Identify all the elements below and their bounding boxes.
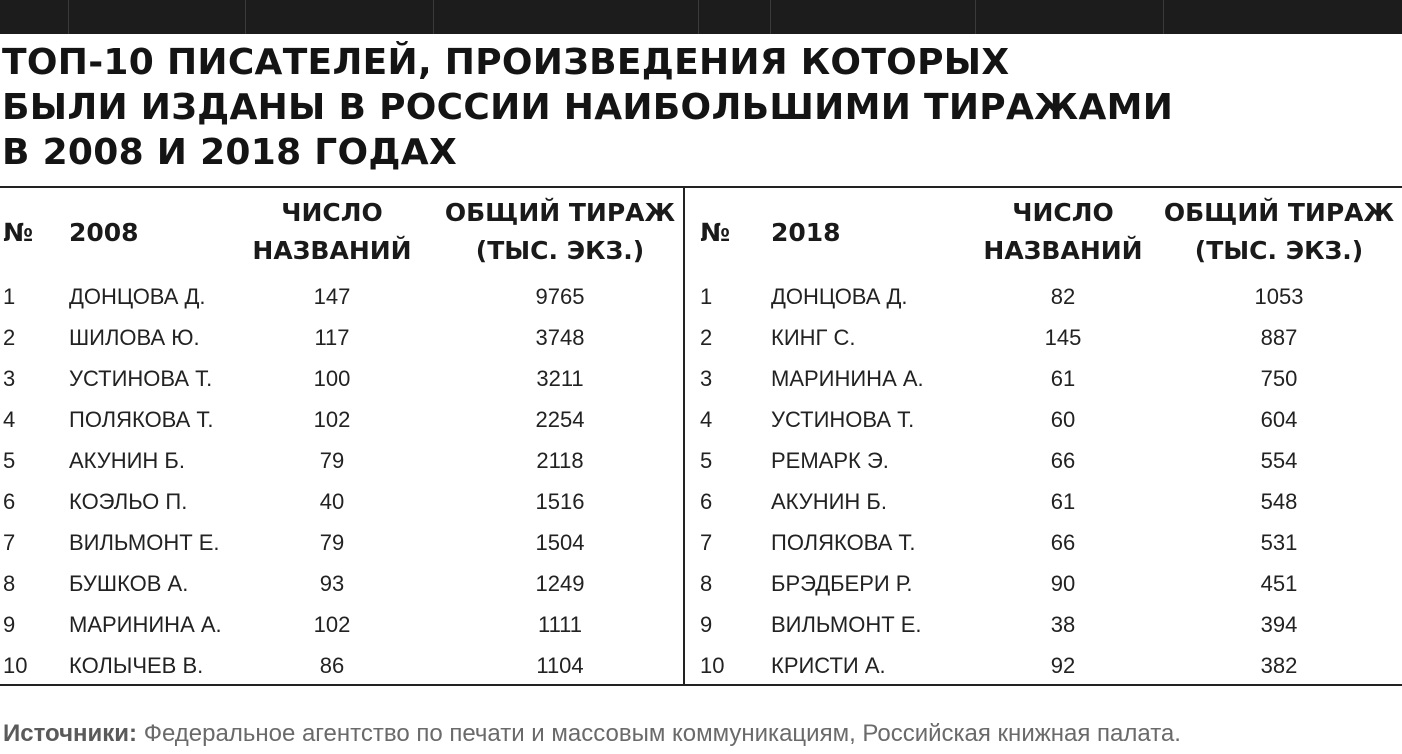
circulation-value: 3211 (536, 366, 584, 391)
row-number: 10 (3, 653, 28, 678)
table-row (0, 563, 683, 604)
top-banner-bar (0, 0, 1402, 34)
row-number: 9 (3, 612, 16, 637)
circulation-value: 1104 (536, 653, 584, 678)
row-number: 7 (3, 530, 16, 555)
chart-title (2, 40, 1397, 175)
titles-count: 82 (1050, 284, 1076, 309)
titles-count: 38 (1050, 612, 1076, 637)
author-name: РЕМАРК Э. (771, 448, 889, 473)
circulation-value: 2118 (536, 448, 584, 473)
circulation-value: 750 (1260, 366, 1298, 391)
row-number: 8 (700, 571, 713, 596)
author-name: КИНГ С. (771, 325, 856, 350)
author-name: КОЛЫЧЕВ В. (69, 653, 204, 678)
author-name: МАРИНИНА А. (771, 366, 924, 391)
banner-divider (68, 0, 69, 34)
author-name: ВИЛЬМОНТ Е. (771, 612, 922, 637)
titles-count: 100 (313, 366, 351, 391)
circulation-value: 604 (1260, 407, 1298, 432)
circulation-value: 382 (1260, 653, 1298, 678)
row-number: 3 (3, 366, 16, 391)
table-row (685, 440, 1402, 481)
author-name: ПОЛЯКОВА Т. (771, 530, 916, 555)
circulation-value: 1504 (535, 530, 585, 555)
header-circulation-line2: (ТЫС. ЭКЗ.) (475, 236, 645, 265)
header-circulation-line2: (ТЫС. ЭКЗ.) (1194, 236, 1364, 265)
circulation-value: 3748 (535, 325, 585, 350)
header-num: № (700, 218, 731, 247)
author-name: КОЭЛЬО П. (69, 489, 188, 514)
row-number: 1 (3, 284, 16, 309)
author-name: ШИЛОВА Ю. (69, 325, 200, 350)
row-number: 6 (700, 489, 713, 514)
titles-count: 61 (1050, 366, 1076, 391)
banner-divider (698, 0, 699, 34)
author-name: БРЭДБЕРИ Р. (771, 571, 913, 596)
banner-divider (770, 0, 771, 34)
row-number: 4 (700, 407, 713, 432)
author-name: МАРИНИНА А. (69, 612, 222, 637)
table-row (0, 604, 683, 645)
table-top-rule (0, 186, 1402, 188)
source-text: Федеральное агентство по печати и массовым коммуникациям, Российская книжная палата. (143, 720, 1181, 747)
row-number: 2 (700, 325, 713, 350)
title-line: ТОП-10 ПИСАТЕЛЕЙ, ПРОИЗВЕДЕНИЯ КОТОРЫХ (2, 42, 1010, 83)
author-name: АКУНИН Б. (771, 489, 887, 514)
titles-count: 93 (319, 571, 345, 596)
circulation-value: 531 (1260, 530, 1298, 555)
row-number: 3 (700, 366, 713, 391)
table-row (685, 481, 1402, 522)
row-number: 8 (3, 571, 16, 596)
circulation-value: 887 (1260, 325, 1298, 350)
circulation-value: 1249 (535, 571, 585, 596)
banner-divider (433, 0, 434, 34)
title-line: БЫЛИ ИЗДАНЫ В РОССИИ НАИБОЛЬШИМИ ТИРАЖАМИ (2, 87, 1174, 128)
table-row (685, 604, 1402, 645)
circulation-value: 1111 (537, 612, 583, 637)
circulation-value: 1516 (535, 489, 585, 514)
header-circulation-line1: ОБЩИЙ ТИРАЖ (1163, 198, 1395, 227)
row-number: 10 (700, 653, 725, 678)
circulation-value: 9765 (535, 284, 585, 309)
row-number: 5 (700, 448, 713, 473)
titles-count: 60 (1050, 407, 1076, 432)
table-row (0, 358, 683, 399)
header-year: 2008 (69, 218, 139, 247)
table-row (685, 522, 1402, 563)
author-name: ПОЛЯКОВА Т. (69, 407, 214, 432)
header-titles-line1: ЧИСЛО (281, 198, 383, 227)
titles-count: 117 (314, 325, 350, 350)
circulation-value: 1053 (1254, 284, 1304, 309)
titles-count: 79 (319, 448, 345, 473)
row-number: 9 (700, 612, 713, 637)
table-row (0, 276, 683, 317)
banner-divider (245, 0, 246, 34)
circulation-value: 2254 (535, 407, 585, 432)
circulation-value: 554 (1260, 448, 1298, 473)
titles-count: 66 (1050, 448, 1076, 473)
row-number: 1 (700, 284, 713, 309)
author-name: УСТИНОВА Т. (69, 366, 213, 391)
title-line: В 2008 И 2018 ГОДАХ (2, 132, 458, 173)
table-row (0, 645, 683, 686)
row-number: 7 (700, 530, 713, 555)
source-note (3, 718, 1398, 750)
author-name: УСТИНОВА Т. (771, 407, 915, 432)
row-number: 5 (3, 448, 16, 473)
row-number: 4 (3, 407, 16, 432)
titles-count: 40 (319, 489, 345, 514)
author-name: БУШКОВ А. (69, 571, 189, 596)
table-row (685, 645, 1402, 686)
header-year: 2018 (771, 218, 841, 247)
table-row (0, 440, 683, 481)
titles-count: 102 (313, 612, 351, 637)
titles-count: 86 (319, 653, 345, 678)
titles-count: 66 (1050, 530, 1076, 555)
header-circulation-line1: ОБЩИЙ ТИРАЖ (444, 198, 676, 227)
titles-count: 145 (1044, 325, 1082, 350)
author-name: ДОНЦОВА Д. (69, 284, 206, 309)
header-titles-line2: НАЗВАНИЙ (252, 236, 412, 265)
author-name: ДОНЦОВА Д. (771, 284, 908, 309)
table-row (685, 317, 1402, 358)
header-titles-line1: ЧИСЛО (1012, 198, 1114, 227)
table-row (0, 522, 683, 563)
titles-count: 61 (1050, 489, 1076, 514)
author-name: КРИСТИ А. (771, 653, 886, 678)
table-row (685, 563, 1402, 604)
table-row (0, 317, 683, 358)
header-num: № (3, 218, 34, 247)
circulation-value: 548 (1260, 489, 1298, 514)
titles-count: 92 (1050, 653, 1076, 678)
titles-count: 147 (313, 284, 351, 309)
table-row (685, 358, 1402, 399)
banner-divider (975, 0, 976, 34)
circulation-value: 451 (1260, 571, 1298, 596)
header-titles-line2: НАЗВАНИЙ (983, 236, 1143, 265)
row-number: 6 (3, 489, 16, 514)
titles-count: 79 (319, 530, 345, 555)
author-name: АКУНИН Б. (69, 448, 185, 473)
table-row (0, 399, 683, 440)
table-row (685, 276, 1402, 317)
table-row (685, 399, 1402, 440)
titles-count: 102 (313, 407, 351, 432)
source-label: Источники: (3, 720, 138, 747)
banner-divider (1163, 0, 1164, 34)
circulation-value: 394 (1260, 612, 1298, 637)
titles-count: 90 (1050, 571, 1076, 596)
table-row (0, 481, 683, 522)
author-name: ВИЛЬМОНТ Е. (69, 530, 220, 555)
row-number: 2 (3, 325, 16, 350)
